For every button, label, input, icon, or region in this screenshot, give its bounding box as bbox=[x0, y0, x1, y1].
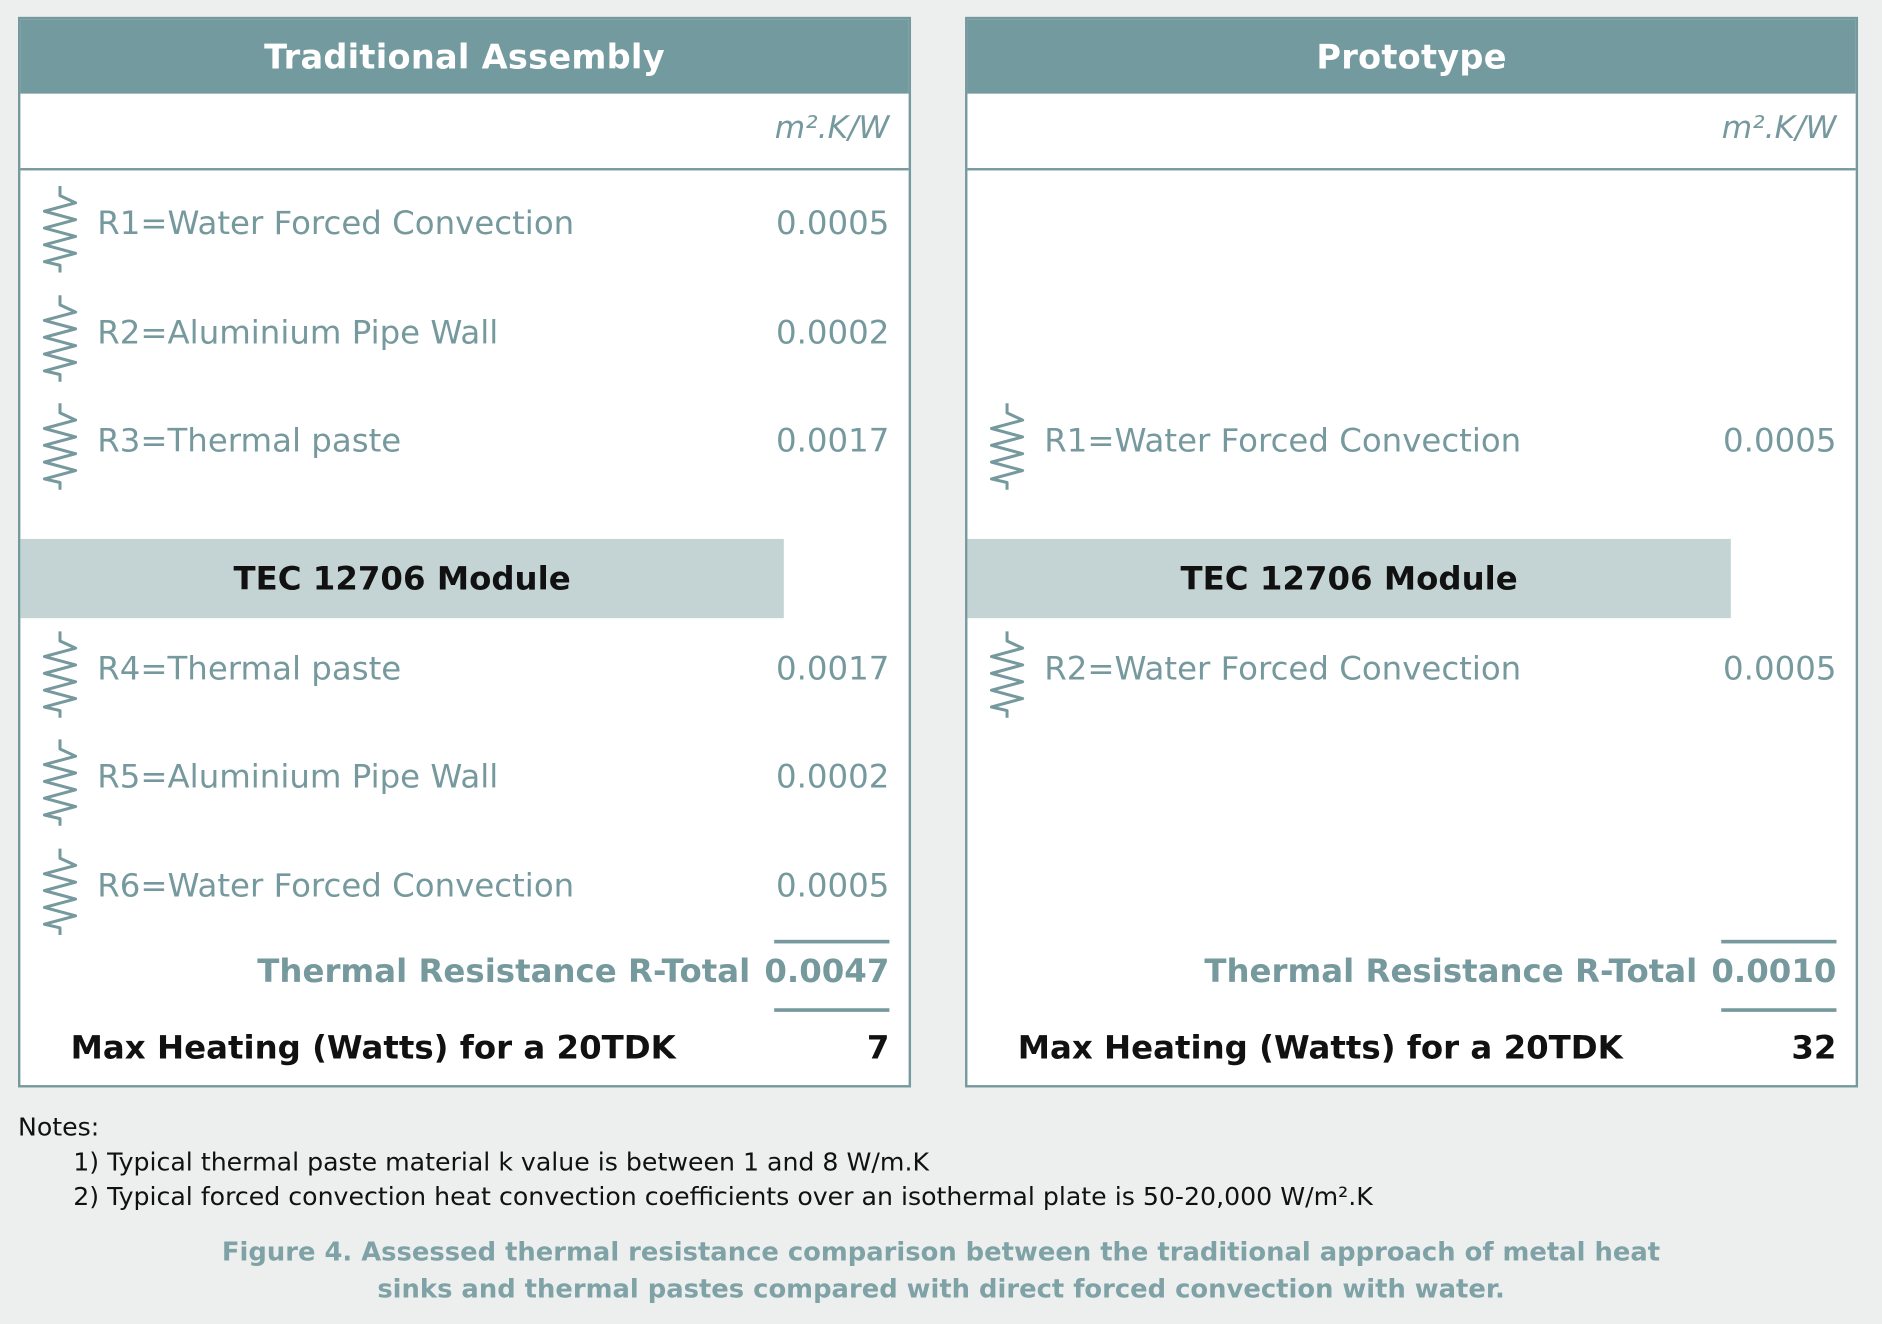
tec-module-band: TEC 12706 Module bbox=[967, 539, 1730, 618]
resistance-row bbox=[967, 398, 1855, 494]
resistance-label: R1=Water Forced Convection bbox=[97, 205, 575, 243]
sum-rule-bottom bbox=[1721, 1008, 1836, 1012]
resistor-icon bbox=[987, 398, 1028, 494]
sum-rule-top bbox=[1721, 940, 1836, 944]
tec-module-band: TEC 12706 Module bbox=[20, 539, 783, 618]
total-resistance-label: Thermal Resistance R-Total bbox=[257, 953, 751, 991]
resistance-label: R3=Thermal paste bbox=[97, 422, 402, 460]
divider bbox=[20, 168, 908, 170]
resistance-label: R2=Water Forced Convection bbox=[1044, 650, 1522, 688]
total-resistance-label: Thermal Resistance R-Total bbox=[1204, 953, 1698, 991]
resistance-label: R4=Thermal paste bbox=[97, 650, 402, 688]
resistance-value: 0.0005 bbox=[1723, 422, 1837, 460]
panel-title: Prototype bbox=[967, 19, 1855, 93]
traditional-assembly-panel bbox=[18, 17, 911, 1088]
resistance-row bbox=[967, 627, 1855, 723]
resistance-label: R5=Aluminium Pipe Wall bbox=[97, 758, 499, 796]
resistance-label: R1=Water Forced Convection bbox=[1044, 422, 1522, 460]
resistor-icon bbox=[40, 735, 81, 831]
divider bbox=[967, 168, 1855, 170]
resistance-row bbox=[20, 181, 908, 277]
prototype-panel bbox=[965, 17, 1858, 1088]
resistance-row bbox=[20, 398, 908, 494]
resistance-row bbox=[20, 735, 908, 831]
resistor-icon bbox=[40, 398, 81, 494]
resistor-icon bbox=[40, 290, 81, 386]
resistance-row bbox=[20, 627, 908, 723]
resistance-row bbox=[20, 844, 908, 940]
total-resistance-value: 0.0010 bbox=[1711, 953, 1837, 991]
notes-heading: Notes: bbox=[18, 1112, 100, 1142]
resistor-icon bbox=[987, 627, 1028, 723]
units-label: m².K/W bbox=[774, 110, 890, 147]
figure-caption bbox=[0, 1234, 1882, 1308]
resistor-icon bbox=[40, 181, 81, 277]
resistance-value: 0.0017 bbox=[776, 422, 890, 460]
sum-rule-bottom bbox=[774, 1008, 889, 1012]
resistance-value: 0.0005 bbox=[1723, 650, 1837, 688]
notes-block bbox=[18, 1110, 1373, 1214]
note-item: 1) Typical thermal paste material k value is between 1 and 8 W/m.K bbox=[73, 1147, 929, 1177]
sum-rule-top bbox=[774, 940, 889, 944]
units-label: m².K/W bbox=[1721, 110, 1837, 147]
resistance-value: 0.0002 bbox=[776, 758, 890, 796]
resistance-value: 0.0005 bbox=[776, 205, 890, 243]
resistance-value: 0.0002 bbox=[776, 314, 890, 352]
resistance-value: 0.0005 bbox=[776, 867, 890, 906]
max-heating-value: 32 bbox=[1791, 1029, 1837, 1068]
resistor-icon bbox=[40, 627, 81, 723]
total-resistance-value: 0.0047 bbox=[764, 953, 890, 991]
note-item: 2) Typical forced convection heat convection coefficients over an isothermal plate is 50-20,000 W/m².K bbox=[73, 1182, 1373, 1212]
resistance-label: R6=Water Forced Convection bbox=[97, 867, 575, 906]
max-heating-label: Max Heating (Watts) for a 20TDK bbox=[1017, 1029, 1623, 1068]
max-heating-label: Max Heating (Watts) for a 20TDK bbox=[70, 1029, 676, 1068]
resistance-value: 0.0017 bbox=[776, 650, 890, 688]
resistance-label: R2=Aluminium Pipe Wall bbox=[97, 314, 499, 352]
caption-line: Figure 4. Assessed thermal resistance comparison between the traditional approach of metal heat bbox=[221, 1237, 1661, 1268]
resistance-row bbox=[20, 290, 908, 386]
panel-title: Traditional Assembly bbox=[20, 19, 908, 93]
caption-line: sinks and thermal pastes compared with direct forced convection with water. bbox=[377, 1274, 1505, 1305]
resistor-icon bbox=[40, 844, 81, 940]
max-heating-value: 7 bbox=[866, 1029, 890, 1068]
